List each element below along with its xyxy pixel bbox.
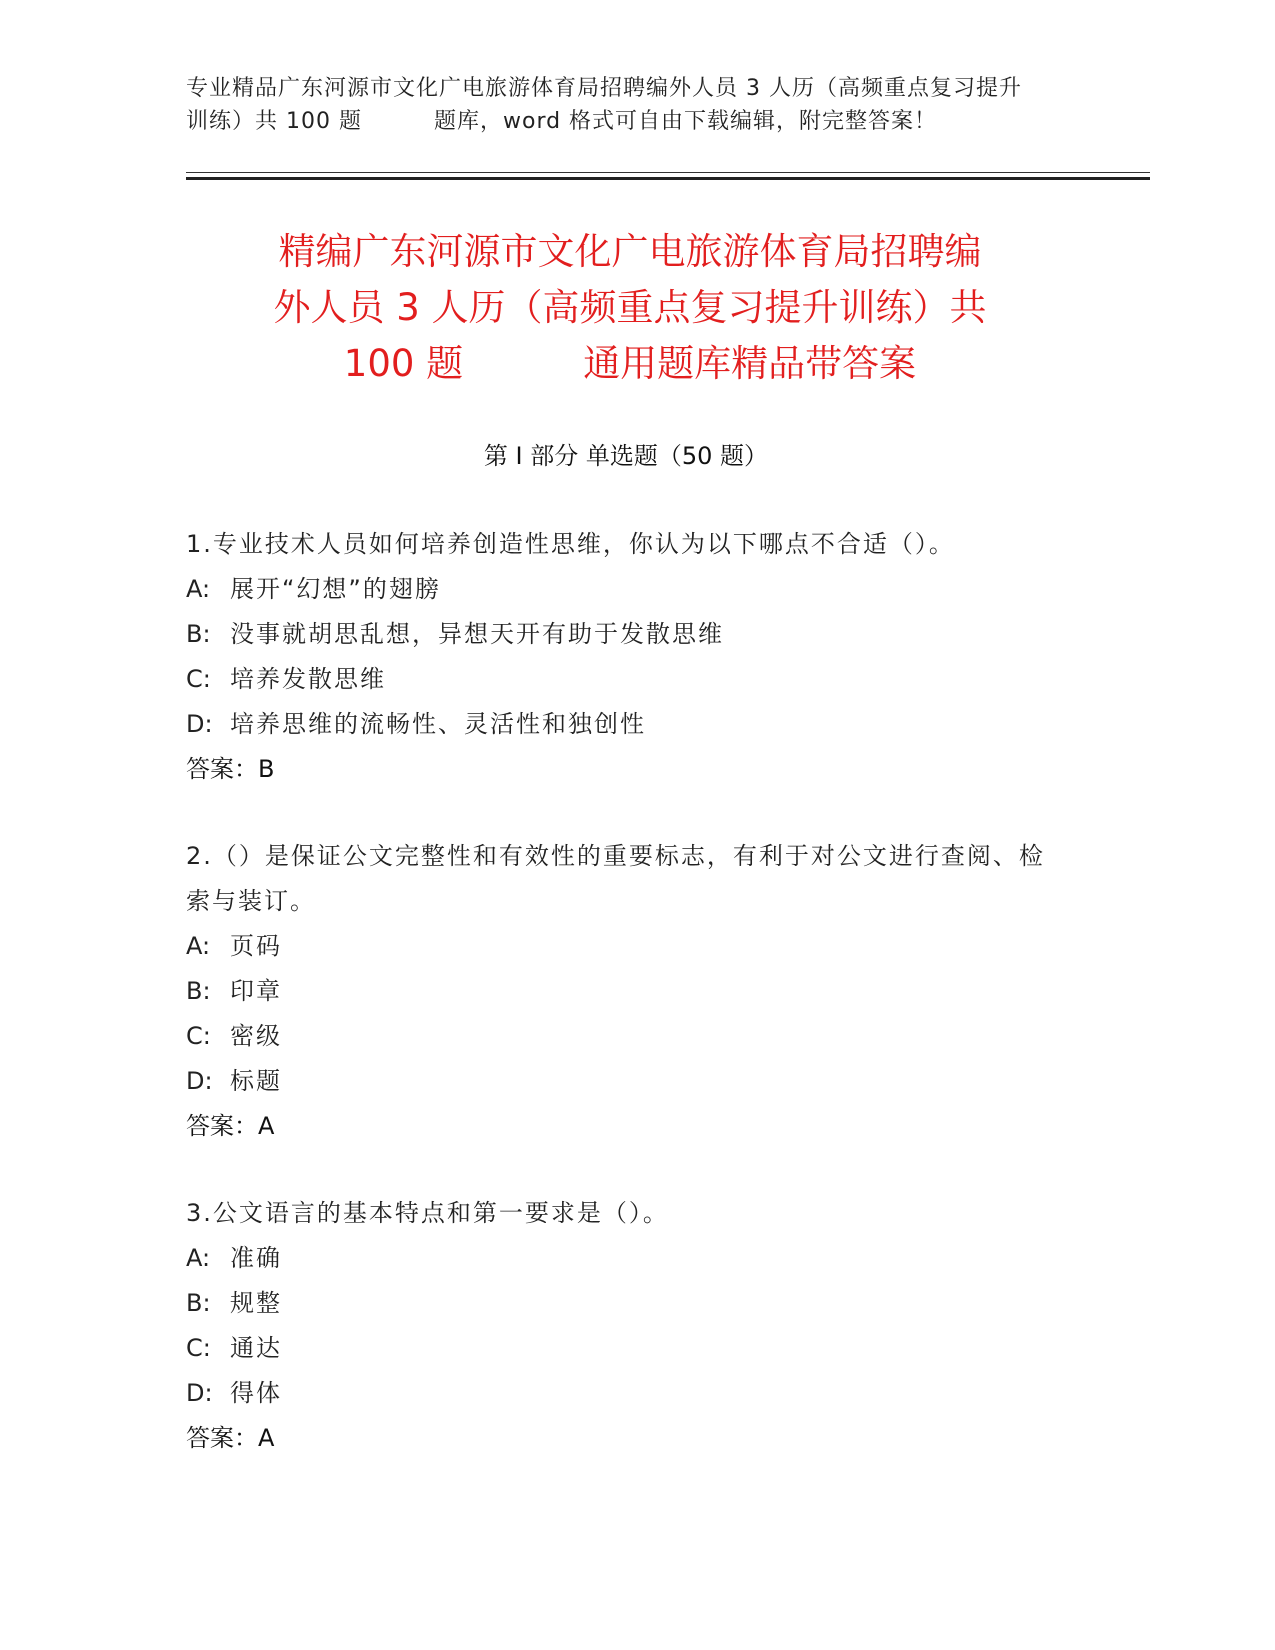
question-answer: 答案：B [186,755,275,783]
option-text: 规整 [230,1289,282,1317]
document-title [160,224,1100,392]
option-text: 展开“幻想”的翅膀 [230,575,441,603]
question-item [186,834,1066,1149]
question-option [186,702,1066,747]
question-option [186,969,1066,1014]
option-text: 通达 [230,1334,282,1362]
option-letter: D: [186,710,213,738]
title-line-2: 外人员 3 人历（高频重点复习提升训练）共 [273,286,987,329]
option-text: 页码 [230,932,282,960]
option-letter: D: [186,1067,213,1095]
question-item [186,522,1066,792]
question-stem: 1.专业技术人员如何培养创造性思维，你认为以下哪点不合适（）。 [186,530,955,558]
title-line-3-b: 通用题库精品带答案 [583,342,917,385]
question-stem: 2.（）是保证公文完整性和有效性的重要标志，有利于对公文进行查阅、检索与装订。 [186,842,1045,915]
header-note-line-2-a: 训练）共 100 题 [186,109,362,134]
option-letter: A: [186,932,211,960]
option-text: 印章 [230,977,282,1005]
question-option [186,1326,1066,1371]
option-letter: C: [186,665,211,693]
question-option [186,1014,1066,1059]
question-answer: 答案：A [186,1112,275,1140]
title-line-1: 精编广东河源市文化广电旅游体育局招聘编 [278,230,982,273]
question-stem: 3.公文语言的基本特点和第一要求是（）。 [186,1199,669,1227]
question-option [186,1059,1066,1104]
header-note-line-2-b: 题库，word 格式可自由下载编辑，附完整答案！ [433,109,938,134]
question-item [186,1191,1066,1461]
header-note-line-1: 专业精品广东河源市文化广电旅游体育局招聘编外人员 3 人历（高频重点复习提升 [186,76,1022,101]
option-text: 标题 [230,1067,282,1095]
question-answer: 答案：A [186,1424,275,1452]
option-text: 得体 [230,1379,282,1407]
option-letter: D: [186,1379,213,1407]
title-line-3 [160,336,1100,392]
option-letter: C: [186,1022,211,1050]
option-letter: A: [186,1244,211,1272]
header-note [186,72,1086,138]
header-note-line-2 [186,105,1086,138]
option-letter: B: [186,1289,211,1317]
option-text: 培养思维的流畅性、灵活性和独创性 [230,710,646,738]
option-text: 准确 [230,1244,282,1272]
title-line-3-a: 100 题 [343,342,464,385]
section-heading: 第 I 部分 单选题（50 题） [483,442,769,470]
option-letter: B: [186,620,211,648]
question-list [186,522,1066,1503]
header-rule-thick [186,177,1150,180]
question-option [186,1371,1066,1416]
question-option [186,657,1066,702]
question-option [186,567,1066,612]
header-rule-thin [186,172,1150,173]
question-option [186,1281,1066,1326]
option-text: 培养发散思维 [230,665,386,693]
option-text: 密级 [230,1022,282,1050]
question-option [186,924,1066,969]
option-letter: B: [186,977,211,1005]
question-option [186,612,1066,657]
question-option [186,1236,1066,1281]
option-text: 没事就胡思乱想，异想天开有助于发散思维 [230,620,724,648]
option-letter: C: [186,1334,211,1362]
option-letter: A: [186,575,211,603]
